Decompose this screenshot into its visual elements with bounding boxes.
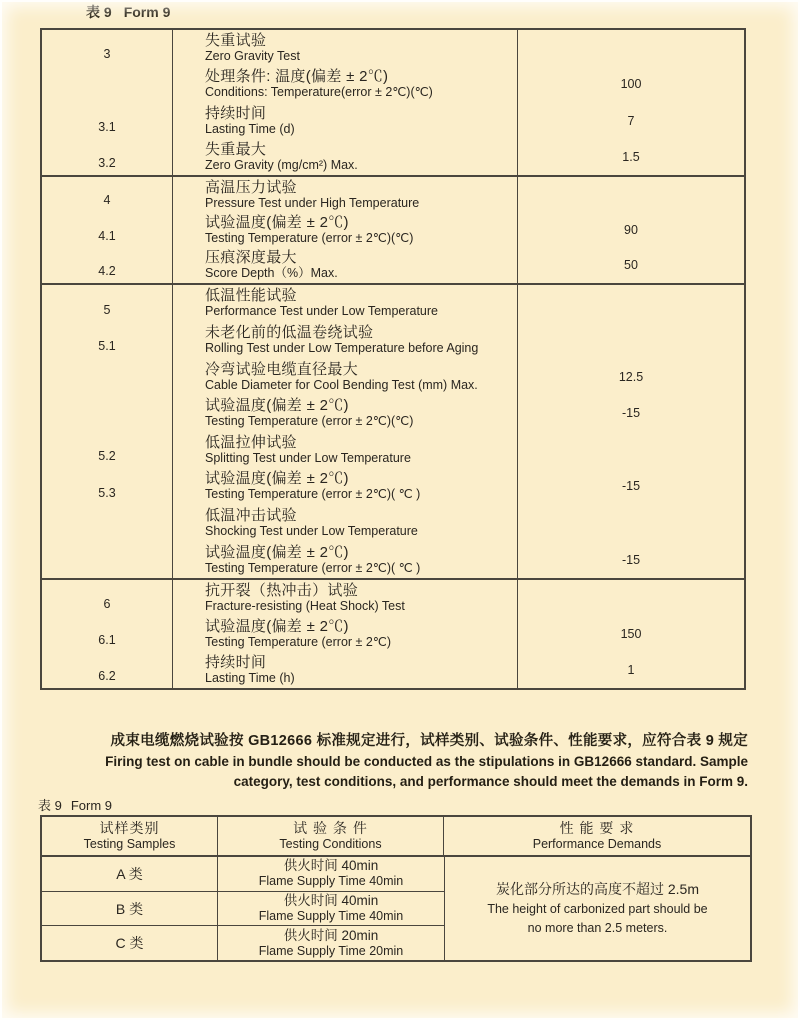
row-description bbox=[173, 468, 518, 505]
test-name-en: Testing Temperature (error ± 2℃) bbox=[205, 635, 392, 649]
caption-en: Form 9 bbox=[123, 4, 171, 20]
row-number: 6.1 bbox=[42, 616, 173, 652]
test-name-cn: 低温拉伸试验 bbox=[205, 433, 297, 451]
table-caption-bottom bbox=[38, 795, 112, 814]
row-number bbox=[42, 358, 173, 395]
row-number: 3 bbox=[42, 30, 173, 66]
row-value: 150 bbox=[620, 627, 642, 641]
row-value: -15 bbox=[621, 479, 641, 494]
table-row bbox=[42, 926, 444, 960]
table-caption-top bbox=[86, 2, 170, 22]
test-name-en: Testing Temperature (error ± 2℃)(℃) bbox=[205, 414, 414, 429]
table-row bbox=[42, 322, 744, 359]
test-name-en: Lasting Time (d) bbox=[205, 121, 295, 136]
test-name-en: Lasting Time (h) bbox=[205, 671, 295, 685]
row-value bbox=[518, 580, 744, 616]
test-name-cn: 失重最大 bbox=[205, 140, 267, 158]
row-description bbox=[173, 505, 518, 542]
table-section-5 bbox=[42, 285, 744, 580]
row-value: 50 bbox=[624, 258, 638, 273]
test-name-en: Pressure Test under High Temperature bbox=[205, 195, 420, 210]
row-description bbox=[173, 616, 518, 652]
table-row bbox=[42, 395, 744, 432]
test-name-cn: 试验温度(偏差 ± 2℃) bbox=[205, 470, 349, 488]
test-condition bbox=[218, 926, 444, 960]
test-name-cn: 低温性能试验 bbox=[205, 287, 297, 305]
row-number bbox=[42, 66, 173, 102]
header-en: Performance Demands bbox=[532, 837, 662, 851]
row-description bbox=[173, 580, 518, 616]
row-description bbox=[173, 212, 518, 247]
sample-class: A 类 bbox=[42, 857, 218, 891]
performance-en-2: no more than 2.5 meters. bbox=[527, 921, 668, 935]
row-description bbox=[173, 432, 518, 469]
form9-header-row bbox=[42, 817, 750, 857]
test-name-en: Testing Temperature (error ± 2℃)( ℃ ) bbox=[205, 487, 421, 502]
row-description bbox=[173, 652, 518, 688]
row-number: 5.1 bbox=[42, 322, 173, 359]
row-number bbox=[42, 541, 173, 578]
test-name-cn: 抗开裂（热冲击）试验 bbox=[205, 582, 359, 599]
condition-en: Flame Supply Time 40min bbox=[258, 909, 404, 923]
row-description bbox=[173, 322, 518, 359]
caption-cn: 表 9 bbox=[38, 798, 62, 813]
row-description bbox=[173, 541, 518, 578]
test-name-cn: 试验温度(偏差 ± 2℃) bbox=[205, 213, 349, 231]
table-row bbox=[42, 103, 744, 139]
performance-demand-cell bbox=[444, 857, 750, 960]
test-name-en: Performance Test under Low Temperature bbox=[205, 304, 438, 319]
row-value: 100 bbox=[620, 77, 642, 92]
table-row bbox=[42, 358, 744, 395]
test-name-cn: 持续时间 bbox=[205, 104, 267, 122]
table-row bbox=[42, 857, 444, 892]
table-row bbox=[42, 139, 744, 175]
table-section-3 bbox=[42, 30, 744, 177]
sample-class: B 类 bbox=[42, 892, 218, 926]
header-performance-demands bbox=[444, 817, 750, 855]
note-line-cn: 成束电缆燃烧试验按 GB12666 标准规定进行，试样类别、试验条件、性能要求，应符合表 9 规定 bbox=[110, 733, 748, 749]
row-value: 90 bbox=[624, 222, 638, 237]
test-condition bbox=[218, 892, 444, 926]
table-row bbox=[42, 541, 744, 578]
table-row bbox=[42, 505, 744, 542]
test-name-cn: 失重试验 bbox=[205, 32, 267, 50]
table-row bbox=[42, 285, 744, 322]
test-name-en: Zero Gravity (mg/cm²) Max. bbox=[205, 157, 358, 172]
table-row bbox=[42, 30, 744, 66]
row-description bbox=[173, 285, 518, 322]
test-name-en: Score Depth（%）Max. bbox=[205, 266, 338, 281]
table-row bbox=[42, 580, 744, 616]
condition-en: Flame Supply Time 40min bbox=[258, 874, 404, 889]
test-spec-table bbox=[40, 28, 746, 690]
row-number: 4 bbox=[42, 177, 173, 212]
test-name-en: Rolling Test under Low Temperature before Aging bbox=[205, 340, 479, 355]
row-value: 12.5 bbox=[618, 369, 644, 384]
test-name-en: Cable Diameter for Cool Bending Test (mm) Max. bbox=[205, 377, 478, 392]
row-number: 5.3 bbox=[42, 468, 173, 505]
row-number: 4.1 bbox=[42, 212, 173, 247]
table-row bbox=[42, 66, 744, 102]
row-number: 3.2 bbox=[42, 139, 173, 175]
row-number: 3.1 bbox=[42, 103, 173, 139]
condition-cn: 供火时间 40min bbox=[283, 858, 379, 874]
test-name-cn: 试验温度(偏差 ± 2℃) bbox=[205, 397, 349, 415]
note-line-en-2: category, test conditions, and performance should meet the demands in Form 9. bbox=[233, 774, 748, 789]
caption-cn: 表 9 bbox=[86, 4, 112, 20]
row-description bbox=[173, 358, 518, 395]
row-description bbox=[173, 395, 518, 432]
row-number bbox=[42, 505, 173, 542]
table-row bbox=[42, 248, 744, 283]
header-cn: 性 能 要 求 bbox=[559, 820, 635, 836]
form9-body bbox=[42, 857, 750, 960]
test-name-cn: 持续时间 bbox=[205, 654, 267, 671]
header-en: Testing Conditions bbox=[279, 837, 382, 851]
row-description bbox=[173, 66, 518, 102]
row-number: 5 bbox=[42, 285, 173, 322]
header-testing-conditions bbox=[218, 817, 444, 855]
row-value: -15 bbox=[621, 406, 641, 421]
form9-sample-rows bbox=[42, 857, 444, 960]
test-name-cn: 未老化前的低温卷绕试验 bbox=[205, 323, 374, 341]
row-description bbox=[173, 103, 518, 139]
form9-table bbox=[40, 815, 752, 962]
test-name-cn: 高温压力试验 bbox=[205, 178, 297, 196]
caption-en: Form 9 bbox=[70, 798, 113, 813]
test-name-en: Zero Gravity Test bbox=[205, 49, 300, 64]
condition-cn: 供火时间 20min bbox=[283, 927, 379, 943]
test-name-en: Testing Temperature (error ± 2℃)(℃) bbox=[205, 230, 414, 245]
note-paragraph bbox=[48, 730, 748, 792]
table-row bbox=[42, 432, 744, 469]
header-testing-samples bbox=[42, 817, 218, 855]
test-name-cn: 冷弯试验电缆直径最大 bbox=[205, 360, 359, 378]
condition-en: Flame Supply Time 20min bbox=[258, 943, 404, 958]
row-value: 7 bbox=[627, 113, 635, 128]
row-number: 5.2 bbox=[42, 432, 173, 469]
table-row bbox=[42, 652, 744, 688]
table-row bbox=[42, 616, 744, 652]
row-number bbox=[42, 395, 173, 432]
row-number: 4.2 bbox=[42, 248, 173, 283]
test-name-en: Conditions: Temperature(error ± 2℃)(℃) bbox=[205, 85, 433, 100]
row-value bbox=[518, 432, 744, 469]
note-line-en-1: Firing test on cable in bundle should be conducted as the stipulations in GB12666 standard. Sample bbox=[105, 754, 748, 769]
test-name-cn: 压痕深度最大 bbox=[205, 249, 297, 267]
table-row bbox=[42, 892, 444, 927]
row-description bbox=[173, 248, 518, 283]
test-name-en: Shocking Test under Low Temperature bbox=[205, 524, 418, 539]
test-name-cn: 处理条件: 温度(偏差 ± 2℃) bbox=[205, 68, 389, 86]
row-description bbox=[173, 177, 518, 212]
table-row bbox=[42, 212, 744, 247]
table-row bbox=[42, 177, 744, 212]
test-name-cn: 试验温度(偏差 ± 2℃) bbox=[205, 543, 349, 561]
header-en: Testing Samples bbox=[83, 837, 176, 851]
test-name-en: Fracture-resisting (Heat Shock) Test bbox=[205, 599, 405, 613]
performance-cn: 炭化部分所达的高度不超过 2.5m bbox=[495, 881, 699, 897]
table-section-4 bbox=[42, 177, 744, 285]
row-value bbox=[518, 177, 744, 212]
row-value: 1.5 bbox=[622, 149, 640, 164]
row-description bbox=[173, 30, 518, 66]
row-number: 6 bbox=[42, 580, 173, 616]
performance-en-1: The height of carbonized part should be bbox=[487, 902, 708, 916]
test-condition bbox=[218, 857, 444, 891]
sample-class: C 类 bbox=[42, 926, 218, 960]
row-value bbox=[518, 30, 744, 66]
test-name-en: Splitting Test under Low Temperature bbox=[205, 450, 411, 465]
condition-cn: 供火时间 40min bbox=[283, 893, 379, 908]
table-section-6 bbox=[42, 580, 744, 688]
test-name-cn: 低温冲击试验 bbox=[205, 507, 297, 525]
row-description bbox=[173, 139, 518, 175]
row-number: 6.2 bbox=[42, 652, 173, 688]
row-value: 1 bbox=[627, 663, 635, 677]
row-value bbox=[518, 322, 744, 359]
row-value bbox=[518, 285, 744, 322]
header-cn: 试样类别 bbox=[99, 820, 160, 836]
table-row bbox=[42, 468, 744, 505]
row-value bbox=[518, 505, 744, 542]
test-name-en: Testing Temperature (error ± 2℃)( ℃ ) bbox=[205, 560, 421, 575]
row-value: -15 bbox=[621, 552, 641, 567]
test-name-cn: 试验温度(偏差 ± 2℃) bbox=[205, 618, 349, 635]
header-cn: 试 验 条 件 bbox=[293, 820, 368, 836]
